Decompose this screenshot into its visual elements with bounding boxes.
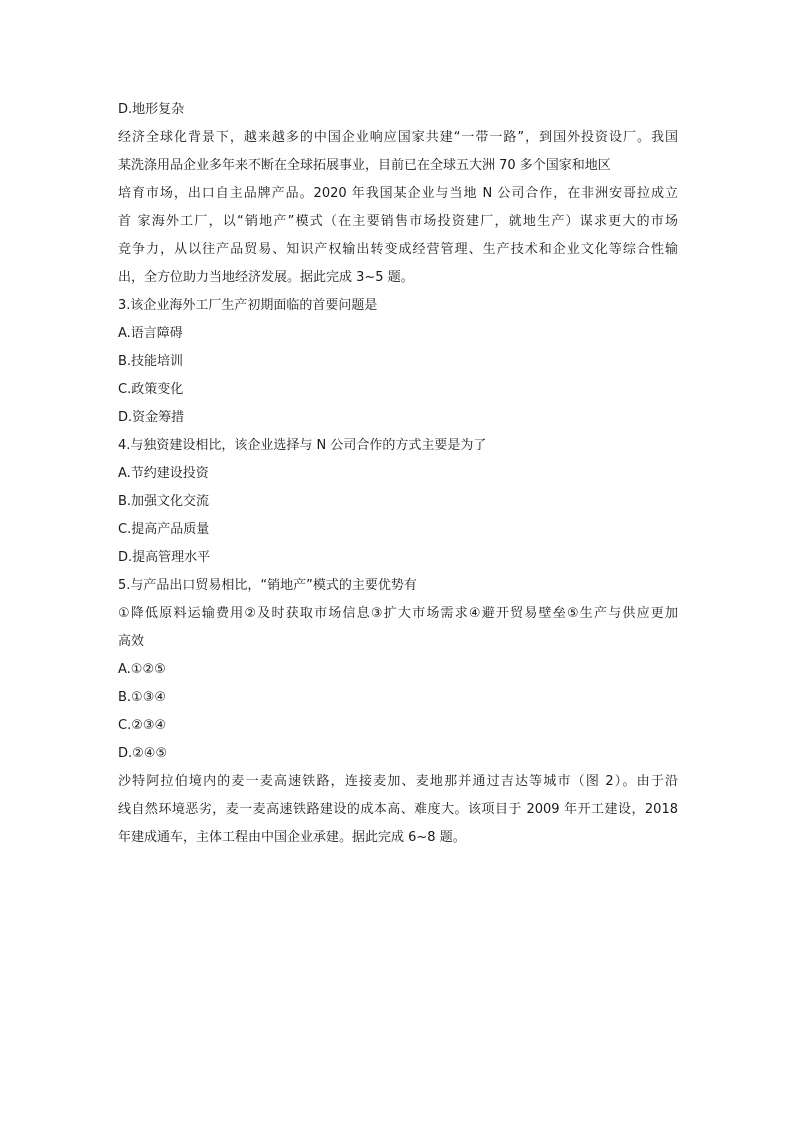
option-b: B.加强文化交流	[118, 494, 210, 509]
option-d-previous: D.地形复杂	[118, 102, 185, 117]
option-b: B.①③④	[118, 690, 167, 705]
option-c: C.提高产品质量	[118, 522, 210, 537]
question-3	[118, 292, 678, 432]
passage-line: 线自然环境恶劣，麦一麦高速铁路建设的成本高、难度大。该项目于 2009 年开工建设，2018	[118, 802, 678, 817]
question-items-cont: 高效	[118, 634, 145, 649]
passage-line: 沙特阿拉伯境内的麦一麦高速铁路，连接麦加、麦地那并通过吉达等城市（图 2）。由于沿	[118, 774, 678, 789]
passage-line: 某洗涤用品企业多年来不断在全球拓展事业，目前已在全球五大洲 70 多个国家和地区	[118, 158, 611, 173]
passage-line: 培育市场，出口自主品牌产品。2020 年我国某企业与当地 N 公司合作，在非洲安哥拉成立	[118, 186, 678, 201]
question-stem: 3.该企业海外工厂生产初期面临的首要问题是	[118, 298, 378, 313]
question-stem: 4.与独资建设相比，该企业选择与 N 公司合作的方式主要是为了	[118, 438, 487, 453]
option-d: D.提高管理水平	[118, 550, 211, 565]
passage-3-5	[118, 124, 678, 292]
passage-line: 经济全球化背景下，越来越多的中国企业响应国家共建“一带一路”，到国外投资设厂。我国	[118, 130, 678, 145]
question-5	[118, 572, 678, 768]
option-c: C.②③④	[118, 718, 167, 733]
document-page	[118, 96, 678, 852]
passage-line: 首 家海外工厂，以“销地产”模式（在主要销售市场投资建厂，就地生产）谋求更大的市场	[118, 214, 678, 229]
option-d: D.资金筹措	[118, 410, 185, 425]
option-d: D.②④⑤	[118, 746, 168, 761]
option-a: A.语言障碍	[118, 326, 183, 341]
option-b: B.技能培训	[118, 354, 184, 369]
question-stem: 5.与产品出口贸易相比，“销地产”模式的主要优势有	[118, 578, 417, 593]
question-items: ①降低原料运输费用②及时获取市场信息③扩大市场需求④避开贸易壁垒⑤生产与供应更加	[118, 606, 678, 621]
option-a: A.节约建设投资	[118, 466, 209, 481]
passage-line: 年建成通车，主体工程由中国企业承建。据此完成 6~8 题。	[118, 830, 466, 845]
passage-line: 竞争力，从以往产品贸易、知识产权输出转变成经营管理、生产技术和企业文化等综合性输	[118, 242, 678, 257]
question-4	[118, 432, 678, 572]
passage-line: 出，全方位助力当地经济发展。据此完成 3~5 题。	[118, 270, 414, 285]
option-c: C.政策变化	[118, 382, 184, 397]
passage-6-8	[118, 768, 678, 852]
option-a: A.①②⑤	[118, 662, 166, 677]
